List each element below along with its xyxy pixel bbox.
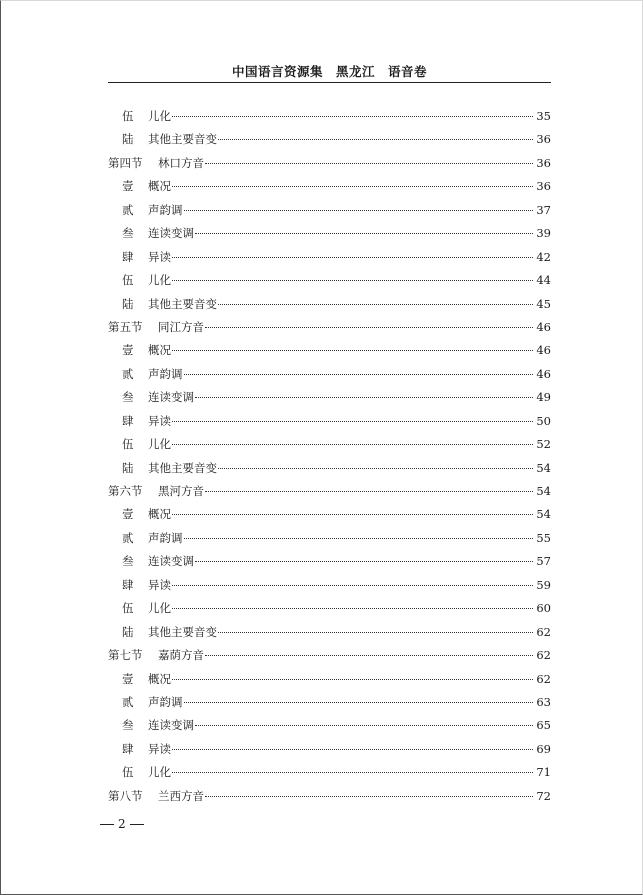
toc-entry-number: 陆 — [122, 132, 134, 147]
toc-entry-number: 陆 — [122, 624, 134, 639]
toc-dot-leader — [184, 702, 534, 703]
toc-subsection-entry[interactable] — [108, 386, 551, 409]
toc-entry-number: 肆 — [122, 413, 134, 428]
toc-dot-leader — [195, 561, 533, 562]
toc-entry-number: 叁 — [122, 554, 134, 569]
toc-subsection-entry[interactable] — [108, 714, 551, 737]
toc-page-number: 36 — [536, 179, 551, 194]
toc-dot-leader — [172, 679, 533, 680]
toc-entry-title: 连读变调 — [148, 226, 194, 241]
toc-entry-title: 概况 — [148, 343, 171, 358]
toc-entry-number: 第七节 — [108, 648, 143, 663]
header-rule — [108, 82, 551, 83]
toc-dot-leader — [172, 514, 533, 515]
toc-dot-leader — [205, 163, 533, 164]
toc-dot-leader — [172, 280, 533, 281]
toc-subsection-entry[interactable] — [108, 410, 551, 433]
footer-dash-left — [100, 824, 114, 825]
toc-dot-leader — [205, 655, 533, 656]
toc-subsection-entry[interactable] — [108, 222, 551, 245]
toc-subsection-entry[interactable] — [108, 293, 551, 316]
toc-entry-title: 声韵调 — [148, 202, 183, 217]
toc-entry-title: 异读 — [148, 741, 171, 756]
toc-page-number: 57 — [536, 554, 551, 569]
toc-entry-title: 连读变调 — [148, 718, 194, 733]
toc-dot-leader — [172, 350, 533, 351]
toc-entry-number: 第四节 — [108, 155, 143, 170]
toc-entry-number: 贰 — [122, 202, 134, 217]
toc-subsection-entry[interactable] — [108, 128, 551, 151]
toc-subsection-entry[interactable] — [108, 503, 551, 526]
toc-entry-title: 声韵调 — [148, 694, 183, 709]
toc-page-number: 60 — [536, 601, 551, 616]
toc-dot-leader — [195, 725, 533, 726]
toc-subsection-entry[interactable] — [108, 246, 551, 269]
toc-entry-title: 兰西方音 — [158, 788, 204, 803]
toc-entry-title: 儿化 — [148, 601, 171, 616]
toc-entry-number: 伍 — [122, 109, 134, 123]
toc-entry-number: 肆 — [122, 741, 134, 756]
toc-dot-leader — [205, 491, 533, 492]
toc-page-number: 71 — [536, 765, 551, 780]
toc-page-number: 46 — [536, 319, 551, 334]
toc-page-number: 62 — [536, 624, 551, 639]
toc-entry-title: 异读 — [148, 249, 171, 264]
toc-dot-leader — [218, 304, 533, 305]
toc-page-number: 54 — [536, 484, 551, 498]
toc-entry-number: 壹 — [122, 179, 134, 194]
toc-page-number: 65 — [536, 718, 551, 733]
toc-subsection-entry[interactable] — [108, 269, 551, 292]
toc-entry-title: 黑河方音 — [158, 484, 204, 498]
toc-dot-leader — [195, 397, 533, 398]
toc-dot-leader — [218, 632, 533, 633]
toc-entry-title: 连读变调 — [148, 554, 194, 569]
toc-page-number: 69 — [536, 741, 551, 756]
toc-page-number: 52 — [536, 437, 551, 452]
toc-entry-number: 伍 — [122, 765, 134, 780]
toc-entry-number: 壹 — [122, 507, 134, 522]
toc-dot-leader — [172, 772, 533, 773]
toc-entry-number: 叁 — [122, 718, 134, 733]
toc-entry-title: 连读变调 — [148, 390, 194, 405]
toc-dot-leader — [184, 374, 534, 375]
toc-subsection-entry[interactable] — [108, 363, 551, 386]
page-footer — [100, 817, 144, 831]
toc-entry-title: 同江方音 — [158, 319, 204, 334]
toc-subsection-entry[interactable] — [108, 457, 551, 480]
toc-entry-title: 概况 — [148, 507, 171, 522]
toc-page-number: 44 — [536, 273, 551, 288]
toc-entry-title: 儿化 — [148, 109, 171, 123]
toc-dot-leader — [172, 585, 533, 586]
toc-entry-title: 儿化 — [148, 273, 171, 288]
toc-subsection-entry[interactable] — [108, 668, 551, 691]
toc-page-number: 36 — [536, 132, 551, 147]
toc-subsection-entry[interactable] — [108, 738, 551, 761]
toc-entry-number: 肆 — [122, 249, 134, 264]
toc-subsection-entry[interactable] — [108, 691, 551, 714]
toc-entry-number: 伍 — [122, 273, 134, 288]
toc-page-number: 72 — [536, 788, 551, 803]
toc-entry-title: 声韵调 — [148, 366, 183, 381]
toc-section-entry[interactable] — [108, 152, 551, 175]
toc-page-number: 39 — [536, 226, 551, 241]
toc-dot-leader — [205, 327, 533, 328]
toc-entry-number: 第八节 — [108, 788, 143, 803]
toc-entry-number: 第五节 — [108, 319, 143, 334]
toc-subsection-entry[interactable] — [108, 199, 551, 222]
toc-subsection-entry[interactable] — [108, 621, 551, 644]
toc-subsection-entry[interactable] — [108, 105, 551, 128]
toc-page-number: 59 — [536, 577, 551, 592]
toc-entry-number: 贰 — [122, 694, 134, 709]
toc-section-entry[interactable] — [108, 644, 551, 667]
toc-dot-leader — [218, 468, 533, 469]
toc-entry-title: 异读 — [148, 577, 171, 592]
toc-dot-leader — [184, 538, 534, 539]
toc-entry-title: 儿化 — [148, 765, 171, 780]
toc-entry-number: 贰 — [122, 530, 134, 545]
toc-dot-leader — [205, 796, 533, 797]
toc-entry-number: 伍 — [122, 437, 134, 452]
toc-entry-number: 陆 — [122, 460, 134, 475]
toc-section-entry[interactable] — [108, 785, 551, 808]
page-number: 2 — [118, 817, 126, 831]
toc-section-entry[interactable] — [108, 316, 551, 339]
toc-subsection-entry[interactable] — [108, 175, 551, 198]
toc-entry-title: 异读 — [148, 413, 171, 428]
toc-dot-leader — [172, 116, 533, 117]
toc-page-number: 54 — [536, 507, 551, 522]
toc-page-number: 63 — [536, 694, 551, 709]
toc-page-number: 45 — [536, 296, 551, 311]
toc-subsection-entry[interactable] — [108, 339, 551, 362]
toc-entry-number: 壹 — [122, 671, 134, 686]
toc-dot-leader — [172, 749, 533, 750]
toc-section-entry[interactable] — [108, 480, 551, 503]
toc-dot-leader — [218, 139, 533, 140]
toc-entry-number: 陆 — [122, 296, 134, 311]
toc-entry-number: 伍 — [122, 601, 134, 616]
toc-entry-title: 概况 — [148, 179, 171, 194]
toc-subsection-entry[interactable] — [108, 597, 551, 620]
toc-dot-leader — [172, 421, 533, 422]
toc-dot-leader — [172, 257, 533, 258]
toc-page-number: 54 — [536, 460, 551, 475]
toc-dot-leader — [172, 608, 533, 609]
running-header: 中国语言资源集 黑龙江 语音卷 — [231, 64, 427, 79]
toc-subsection-entry[interactable] — [108, 761, 551, 784]
toc-entry-number: 叁 — [122, 390, 134, 405]
toc-dot-leader — [184, 210, 534, 211]
toc-page-number: 35 — [536, 109, 551, 123]
toc-entry-number: 贰 — [122, 366, 134, 381]
footer-dash-right — [130, 824, 144, 825]
toc-page-number: 62 — [536, 648, 551, 663]
toc-entry-number: 叁 — [122, 226, 134, 241]
toc-subsection-entry[interactable] — [108, 574, 551, 597]
toc-entry-title: 其他主要音变 — [148, 132, 217, 147]
toc-page-number: 50 — [536, 413, 551, 428]
toc-entry-title: 概况 — [148, 671, 171, 686]
toc-entry-title: 嘉荫方音 — [158, 648, 204, 663]
toc-entry-title: 林口方音 — [158, 155, 204, 170]
toc-dot-leader — [195, 233, 533, 234]
toc-entry-title: 其他主要音变 — [148, 460, 217, 475]
toc-page-number: 62 — [536, 671, 551, 686]
toc-page-number: 49 — [536, 390, 551, 405]
toc-page-number: 46 — [536, 366, 551, 381]
toc-subsection-entry[interactable] — [108, 527, 551, 550]
toc-entry-title: 其他主要音变 — [148, 296, 217, 311]
toc-subsection-entry[interactable] — [108, 550, 551, 573]
toc-page-number: 37 — [536, 202, 551, 217]
toc-page-number: 36 — [536, 155, 551, 170]
toc-dot-leader — [172, 444, 533, 445]
toc-entry-title: 儿化 — [148, 437, 171, 452]
toc-entry-number: 肆 — [122, 577, 134, 592]
table-of-contents — [108, 105, 551, 808]
toc-entry-title: 其他主要音变 — [148, 624, 217, 639]
toc-subsection-entry[interactable] — [108, 433, 551, 456]
toc-page-number: 46 — [536, 343, 551, 358]
toc-entry-title: 声韵调 — [148, 530, 183, 545]
toc-dot-leader — [172, 186, 533, 187]
toc-page-number: 55 — [536, 530, 551, 545]
toc-entry-number: 壹 — [122, 343, 134, 358]
toc-page-number: 42 — [536, 249, 551, 264]
toc-entry-number: 第六节 — [108, 484, 143, 498]
